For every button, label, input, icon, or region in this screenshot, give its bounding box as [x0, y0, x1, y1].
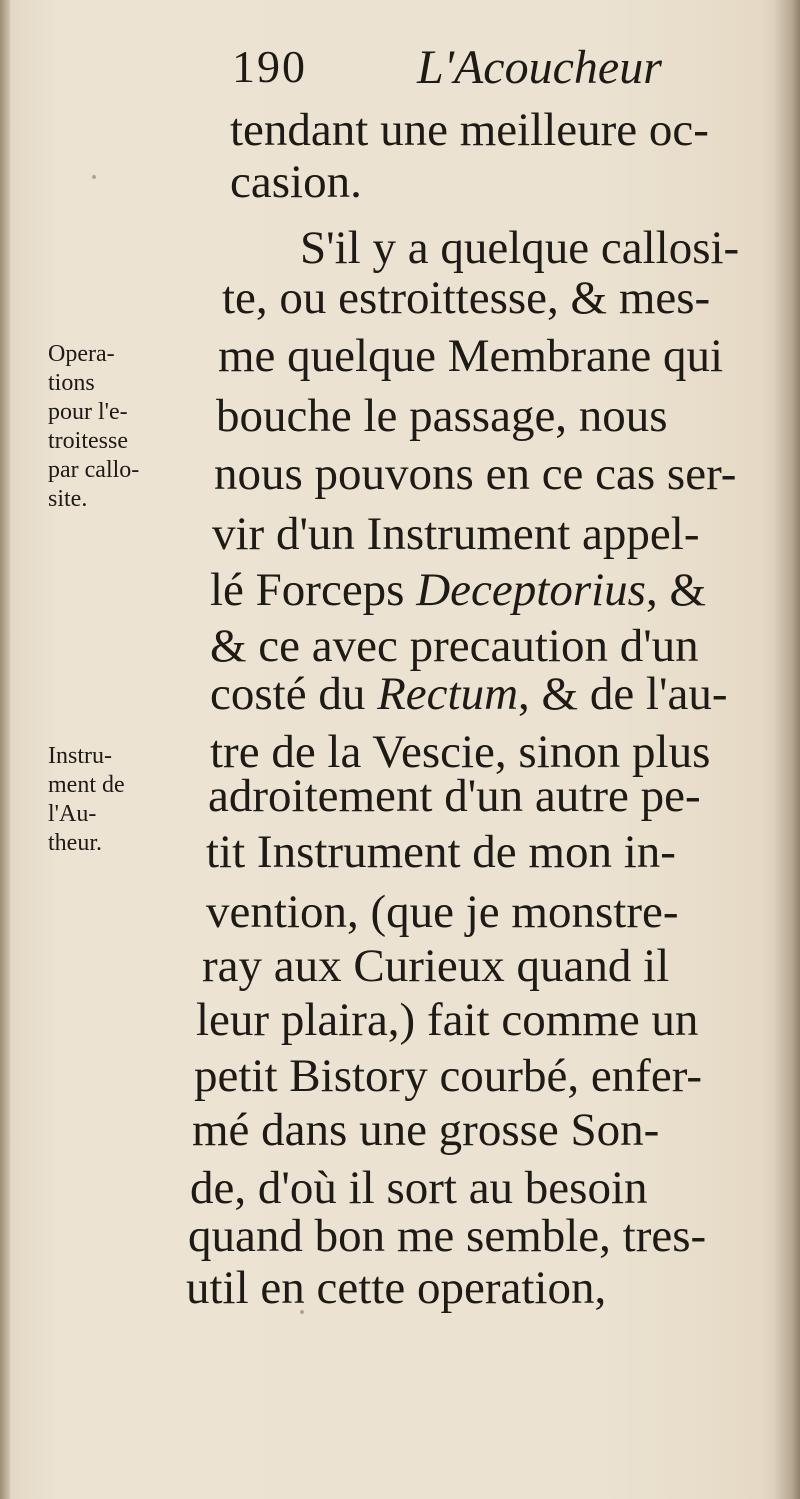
text-line: de, d'où il sort au besoin — [190, 1162, 648, 1214]
page-number: 190 — [232, 41, 307, 92]
margin-note-line: par callo- — [48, 457, 140, 483]
text-line: ray aux Curieux quand il — [202, 940, 670, 992]
text-line: tendant une meilleure oc- — [230, 104, 709, 156]
margin-note-line: theur. — [48, 830, 102, 856]
text-line: quand bon me semble, tres- — [188, 1210, 707, 1262]
margin-note-line: l'Au- — [48, 801, 97, 827]
margin-note-line: Opera- — [48, 341, 115, 367]
margin-note-line: site. — [48, 486, 88, 512]
text-line: vention, (que je monstre- — [206, 886, 679, 938]
text-line: lé Forceps Deceptorius, & — [210, 564, 707, 616]
text-line: S'il y a quelque callosi- — [300, 222, 740, 274]
text-line: vir d'un Instrument appel- — [212, 508, 700, 560]
margin-note-operations — [48, 340, 208, 514]
page-edge-shadow — [774, 0, 800, 1499]
margin-note-line: pour l'e- — [48, 399, 128, 425]
text-line: adroitement d'un autre pe- — [208, 770, 701, 822]
text-line: util en cette operation, — [186, 1262, 607, 1314]
running-title: L'Acoucheur — [417, 41, 662, 94]
text-line: tre de la Vescie, sinon plus — [210, 726, 711, 778]
page-header — [232, 40, 752, 100]
text-line: te, ou estroittesse, & mes- — [222, 272, 711, 324]
margin-note-line: ment de — [48, 772, 125, 798]
text-line: & ce avec precaution d'un — [210, 620, 699, 672]
margin-note-instrument — [48, 742, 208, 858]
margin-note-line: tions — [48, 370, 95, 396]
margin-note-line: Instru- — [48, 743, 112, 769]
text-line: petit Bistory courbé, enfer- — [194, 1050, 703, 1102]
text-line: casion. — [230, 156, 362, 208]
text-line: bouche le passage, nous — [216, 390, 668, 442]
text-line: me quelque Membrane qui — [218, 330, 724, 382]
ink-speck — [300, 1310, 304, 1314]
text-line: tit Instrument de mon in- — [206, 826, 676, 878]
italic-term: Deceptorius — [416, 564, 646, 616]
text-line: nous pouvons en ce cas ser- — [214, 448, 737, 500]
ink-speck — [92, 175, 96, 179]
text-line: leur plaira,) fait comme un — [196, 994, 699, 1046]
text-line: costé du Rectum, & de l'au- — [210, 668, 728, 720]
page-binding — [0, 0, 10, 1499]
text-line: mé dans une grosse Son- — [192, 1104, 660, 1156]
italic-term: Rectum — [377, 668, 519, 720]
margin-note-line: troitesse — [48, 428, 128, 454]
